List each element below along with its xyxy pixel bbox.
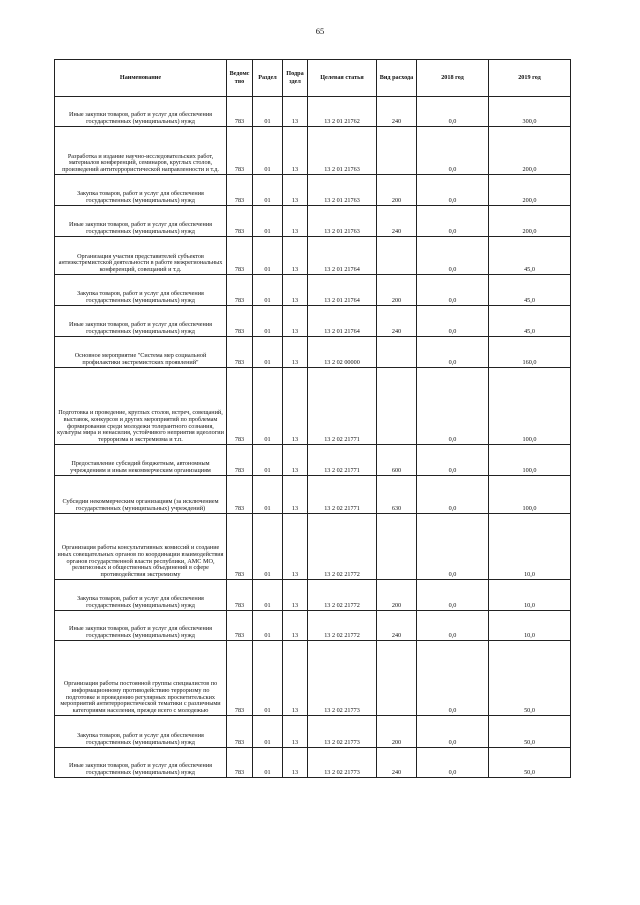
cell-target: 13 2 01 21764 <box>308 275 377 306</box>
cell-section: 01 <box>253 476 283 514</box>
cell-dept: 783 <box>227 641 253 716</box>
cell-2019: 45,0 <box>489 237 571 275</box>
table-row <box>55 580 571 611</box>
cell-dept: 783 <box>227 306 253 337</box>
table-row <box>55 175 571 206</box>
cell-expense <box>377 127 417 175</box>
cell-2018: 0,0 <box>417 368 489 445</box>
cell-subsection: 13 <box>283 275 308 306</box>
header-row <box>55 60 571 97</box>
table-row <box>55 716 571 748</box>
cell-expense: 240 <box>377 97 417 127</box>
cell-2018: 0,0 <box>417 748 489 778</box>
cell-dept: 783 <box>227 337 253 368</box>
cell-2018: 0,0 <box>417 476 489 514</box>
cell-expense: 240 <box>377 611 417 641</box>
col-header-2019: 2019 год <box>489 60 571 97</box>
cell-2019: 50,0 <box>489 716 571 748</box>
cell-2019: 45,0 <box>489 275 571 306</box>
cell-section: 01 <box>253 445 283 476</box>
cell-dept: 783 <box>227 514 253 580</box>
cell-name: Подготовка и проведение, круглых столов, встреч, совещаний, выставок, конкурсов и других мероприятий по проблемам формирования среди молодежи толерантного сознания, культуры мира и ненасилия, устойчивого неприятия идеологии терроризма и экстремизма и т.п. <box>55 368 227 445</box>
cell-name: Закупка товаров, работ и услуг для обеспечения государственных (муниципальных) нужд <box>55 716 227 748</box>
cell-section: 01 <box>253 337 283 368</box>
cell-2018: 0,0 <box>417 127 489 175</box>
cell-target: 13 2 02 21772 <box>308 611 377 641</box>
cell-expense: 600 <box>377 445 417 476</box>
col-header-2018: 2018 год <box>417 60 489 97</box>
cell-target: 13 2 02 21773 <box>308 716 377 748</box>
table-row <box>55 368 571 445</box>
cell-2018: 0,0 <box>417 611 489 641</box>
cell-2018: 0,0 <box>417 580 489 611</box>
cell-target: 13 2 02 21771 <box>308 476 377 514</box>
cell-target: 13 2 01 21764 <box>308 306 377 337</box>
cell-section: 01 <box>253 514 283 580</box>
cell-2019: 50,0 <box>489 748 571 778</box>
cell-2018: 0,0 <box>417 641 489 716</box>
cell-section: 01 <box>253 175 283 206</box>
cell-target: 13 2 02 21772 <box>308 514 377 580</box>
cell-expense <box>377 641 417 716</box>
cell-dept: 783 <box>227 716 253 748</box>
cell-2019: 200,0 <box>489 127 571 175</box>
cell-name: Иные закупки товаров, работ и услуг для обеспечения государственных (муниципальных) нужд <box>55 206 227 237</box>
cell-subsection: 13 <box>283 127 308 175</box>
cell-name: Иные закупки товаров, работ и услуг для обеспечения государственных (муниципальных) нужд <box>55 611 227 641</box>
table-row <box>55 514 571 580</box>
cell-target: 13 2 02 21771 <box>308 445 377 476</box>
cell-2018: 0,0 <box>417 445 489 476</box>
cell-dept: 783 <box>227 748 253 778</box>
cell-section: 01 <box>253 97 283 127</box>
table-row <box>55 641 571 716</box>
cell-name: Организация работы консультативных комиссий и создание иных совещательных органов по координации взаимодействия органов государственной власти республики, АМС МО, религиозных и общественных объединений в сфере противодействия экстремизму <box>55 514 227 580</box>
col-header-target: Целевая статья <box>308 60 377 97</box>
cell-target: 13 2 01 21764 <box>308 237 377 275</box>
cell-2018: 0,0 <box>417 175 489 206</box>
cell-section: 01 <box>253 611 283 641</box>
cell-2018: 0,0 <box>417 514 489 580</box>
cell-name: Закупка товаров, работ и услуг для обеспечения государственных (муниципальных) нужд <box>55 580 227 611</box>
cell-expense: 240 <box>377 306 417 337</box>
cell-expense: 200 <box>377 275 417 306</box>
cell-subsection: 13 <box>283 445 308 476</box>
cell-2019: 160,0 <box>489 337 571 368</box>
cell-dept: 783 <box>227 580 253 611</box>
cell-section: 01 <box>253 580 283 611</box>
table-body <box>55 97 571 778</box>
col-header-expense: Вид расхода <box>377 60 417 97</box>
table-row <box>55 275 571 306</box>
page-number: 65 <box>315 26 325 36</box>
cell-2018: 0,0 <box>417 337 489 368</box>
cell-target: 13 2 01 21762 <box>308 97 377 127</box>
cell-dept: 783 <box>227 237 253 275</box>
cell-dept: 783 <box>227 206 253 237</box>
cell-name: Предоставление субсидий бюджетным, автономным учреждениям и иным некоммерческим организациям <box>55 445 227 476</box>
table-row <box>55 306 571 337</box>
cell-name: Иные закупки товаров, работ и услуг для обеспечения государственных (муниципальных) нужд <box>55 306 227 337</box>
cell-expense <box>377 514 417 580</box>
cell-2019: 50,0 <box>489 641 571 716</box>
cell-name: Организация работы постоянной группы специалистов по информационному противодействию терроризму по подготовке и проведению регулярных просветительских мероприятий антитеррористической тематики с различными категориями населения, прежде всего с молодежью <box>55 641 227 716</box>
cell-subsection: 13 <box>283 306 308 337</box>
table-row <box>55 611 571 641</box>
cell-name: Закупка товаров, работ и услуг для обеспечения государственных (муниципальных) нужд <box>55 275 227 306</box>
cell-dept: 783 <box>227 611 253 641</box>
cell-2019: 100,0 <box>489 445 571 476</box>
col-header-name: Наименование <box>55 60 227 97</box>
cell-2019: 45,0 <box>489 306 571 337</box>
cell-expense <box>377 337 417 368</box>
cell-dept: 783 <box>227 445 253 476</box>
cell-expense: 240 <box>377 748 417 778</box>
cell-section: 01 <box>253 716 283 748</box>
cell-2018: 0,0 <box>417 206 489 237</box>
cell-expense <box>377 368 417 445</box>
cell-name: Иные закупки товаров, работ и услуг для обеспечения государственных (муниципальных) нужд <box>55 748 227 778</box>
table-row <box>55 237 571 275</box>
table-row <box>55 476 571 514</box>
cell-section: 01 <box>253 641 283 716</box>
cell-section: 01 <box>253 127 283 175</box>
cell-name: Субсидии некоммерческим организациям (за исключением государственных (муниципальных) учреждений) <box>55 476 227 514</box>
cell-2019: 10,0 <box>489 514 571 580</box>
table-row <box>55 127 571 175</box>
cell-name: Организация участия представителей субъектов антиэкстремистской деятельности в работе межрегиональных конференций, совещаний и т.д. <box>55 237 227 275</box>
cell-2019: 100,0 <box>489 476 571 514</box>
cell-expense: 200 <box>377 175 417 206</box>
table-row <box>55 206 571 237</box>
cell-target: 13 2 01 21763 <box>308 175 377 206</box>
cell-dept: 783 <box>227 175 253 206</box>
cell-subsection: 13 <box>283 175 308 206</box>
cell-2018: 0,0 <box>417 716 489 748</box>
cell-2018: 0,0 <box>417 237 489 275</box>
cell-dept: 783 <box>227 368 253 445</box>
cell-2019: 10,0 <box>489 611 571 641</box>
cell-subsection: 13 <box>283 514 308 580</box>
cell-subsection: 13 <box>283 748 308 778</box>
cell-dept: 783 <box>227 275 253 306</box>
cell-name: Закупка товаров, работ и услуг для обеспечения государственных (муниципальных) нужд <box>55 175 227 206</box>
cell-target: 13 2 02 21773 <box>308 641 377 716</box>
cell-subsection: 13 <box>283 476 308 514</box>
cell-name: Разработка и издание научно-исследовательских работ, материалов конференций, семинаров, круглых столов, произведений антитеррористической направленности и т.д. <box>55 127 227 175</box>
cell-2018: 0,0 <box>417 306 489 337</box>
cell-subsection: 13 <box>283 641 308 716</box>
cell-section: 01 <box>253 206 283 237</box>
cell-target: 13 2 02 00000 <box>308 337 377 368</box>
table-row <box>55 337 571 368</box>
col-header-section: Раздел <box>253 60 283 97</box>
cell-target: 13 2 02 21772 <box>308 580 377 611</box>
cell-section: 01 <box>253 306 283 337</box>
cell-dept: 783 <box>227 476 253 514</box>
cell-2018: 0,0 <box>417 275 489 306</box>
cell-dept: 783 <box>227 127 253 175</box>
cell-dept: 783 <box>227 97 253 127</box>
cell-target: 13 2 02 21773 <box>308 748 377 778</box>
cell-subsection: 13 <box>283 337 308 368</box>
table-row <box>55 748 571 778</box>
cell-subsection: 13 <box>283 368 308 445</box>
budget-table <box>54 59 571 778</box>
cell-name: Основное мероприятие "Система мер социальной профилактики экстремистских проявлений" <box>55 337 227 368</box>
cell-section: 01 <box>253 748 283 778</box>
cell-section: 01 <box>253 368 283 445</box>
cell-section: 01 <box>253 237 283 275</box>
cell-target: 13 2 01 21763 <box>308 206 377 237</box>
cell-subsection: 13 <box>283 97 308 127</box>
col-header-dept: Ведомс тво <box>227 60 253 97</box>
cell-target: 13 2 01 21763 <box>308 127 377 175</box>
cell-subsection: 13 <box>283 716 308 748</box>
cell-subsection: 13 <box>283 206 308 237</box>
table-row <box>55 97 571 127</box>
cell-expense <box>377 237 417 275</box>
cell-expense: 630 <box>377 476 417 514</box>
cell-section: 01 <box>253 275 283 306</box>
cell-2019: 200,0 <box>489 175 571 206</box>
table-row <box>55 445 571 476</box>
cell-2019: 10,0 <box>489 580 571 611</box>
cell-2019: 200,0 <box>489 206 571 237</box>
col-header-subsection: Подра здел <box>283 60 308 97</box>
cell-expense: 240 <box>377 206 417 237</box>
cell-2019: 100,0 <box>489 368 571 445</box>
cell-expense: 200 <box>377 580 417 611</box>
cell-expense: 200 <box>377 716 417 748</box>
cell-target: 13 2 02 21771 <box>308 368 377 445</box>
cell-2019: 300,0 <box>489 97 571 127</box>
cell-name: Иные закупки товаров, работ и услуг для обеспечения государственных (муниципальных) нужд <box>55 97 227 127</box>
cell-subsection: 13 <box>283 237 308 275</box>
cell-2018: 0,0 <box>417 97 489 127</box>
cell-subsection: 13 <box>283 580 308 611</box>
cell-subsection: 13 <box>283 611 308 641</box>
